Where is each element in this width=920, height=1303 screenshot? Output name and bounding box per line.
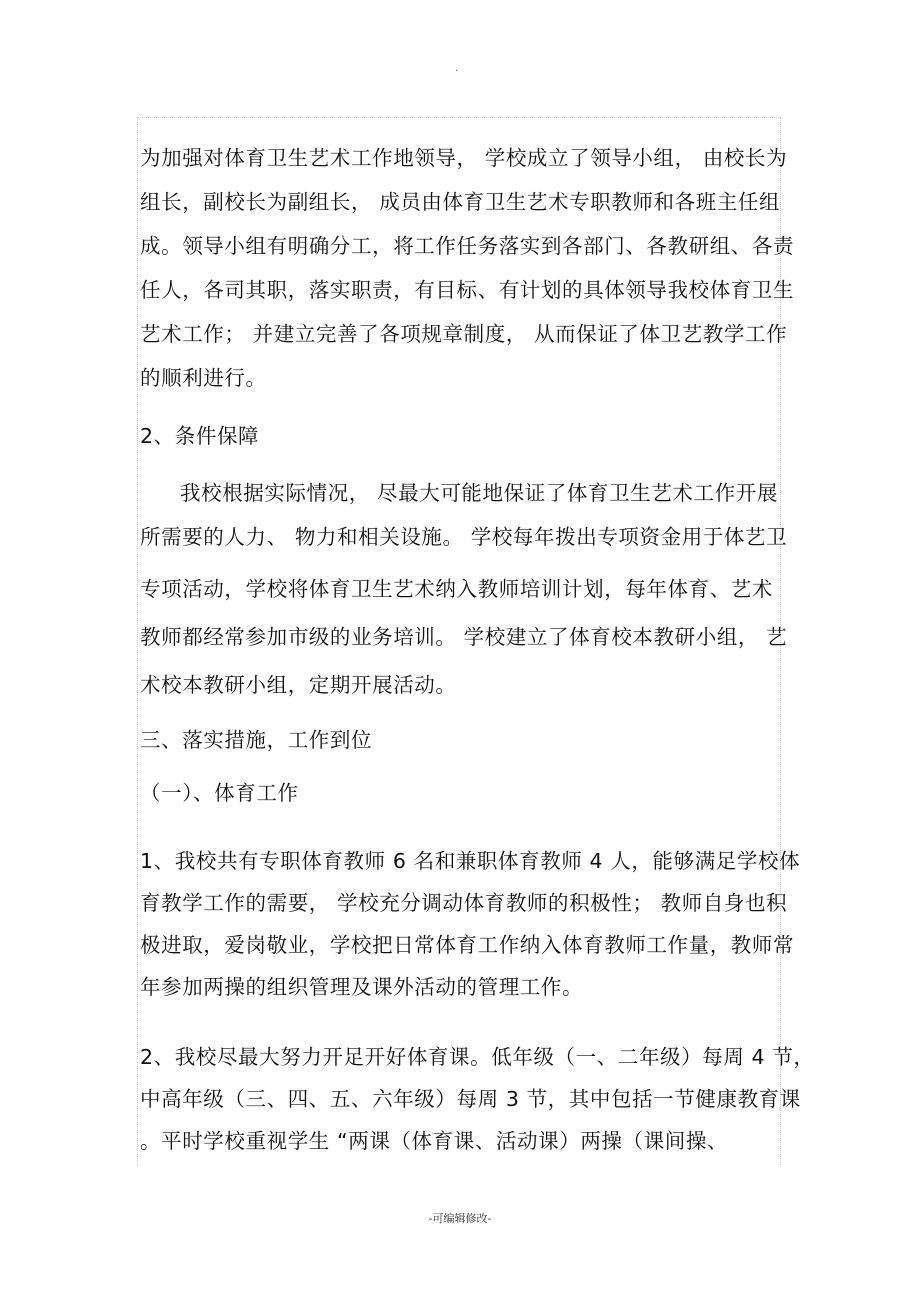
text-line: 1、我校共有专职体育教师 6 名和兼职体育教师 4 人，能够满足学校体 [140, 849, 801, 873]
section-heading: 三、落实措施，工作到位 [140, 728, 373, 752]
header-dot: . [455, 63, 459, 74]
page-frame-left-border [137, 117, 138, 1165]
text-line: 术校本教研小组，定期开展活动。 [140, 673, 457, 697]
text-line: 的顺利进行。 [140, 366, 267, 390]
text-line: 任人，各司其职，落实职责，有目标、有计划的具体领导我校体育卫生 [140, 278, 795, 302]
text-line: 组长，副校长为副组长， 成员由体育卫生艺术专职教师和各班主任组 [140, 190, 781, 214]
text-line: 。平时学校重视学生 “两课（体育课、活动课）两操（课间操、 [140, 1129, 729, 1153]
text-line: 育教学工作的需要， 学校充分调动体育教师的积极性； 教师自身也积 [140, 891, 788, 915]
text-line: 年参加两操的组织管理及课外活动的管理工作。 [140, 975, 584, 999]
section-heading: 2、条件保障 [140, 424, 260, 448]
text-line: 为加强对体育卫生艺术工作地领导， 学校成立了领导小组， 由校长为 [140, 146, 788, 170]
text-line: 中高年级（三、四、五、六年级）每周 3 节，其中包括一节健康教育课 [140, 1087, 801, 1111]
text-line: 我校根据实际情况， 尽最大可能地保证了体育卫生艺术工作开展 [180, 481, 778, 505]
text-line: 所需要的人力、 物力和相关设施。 学校每年拨出专项资金用于体艺卫 [140, 525, 788, 549]
page-frame-top-border [137, 117, 781, 118]
text-line: 教师都经常参加市级的业务培训。 学校建立了体育校本教研小组， 艺 [140, 625, 788, 649]
text-line: 极进取，爱岗敬业，学校把日常体育工作纳入体育教师工作量，教师常 [140, 933, 795, 957]
text-line: 成。领导小组有明确分工，将工作任务落实到各部门、各教研组、各责 [140, 234, 795, 258]
text-line: 2、我校尽最大努力开足开好体育课。低年级（一、二年级）每周 4 节， [140, 1045, 815, 1069]
footer-note: -可编辑修改- [428, 1212, 492, 1225]
text-line: 专项活动，学校将体育卫生艺术纳入教师培训计划，每年体育、艺术 [140, 577, 773, 601]
text-line: 艺术工作； 并建立完善了各项规章制度， 从而保证了体卫艺教学工作 [140, 322, 788, 346]
subsection-heading: （一）、体育工作 [140, 781, 299, 805]
